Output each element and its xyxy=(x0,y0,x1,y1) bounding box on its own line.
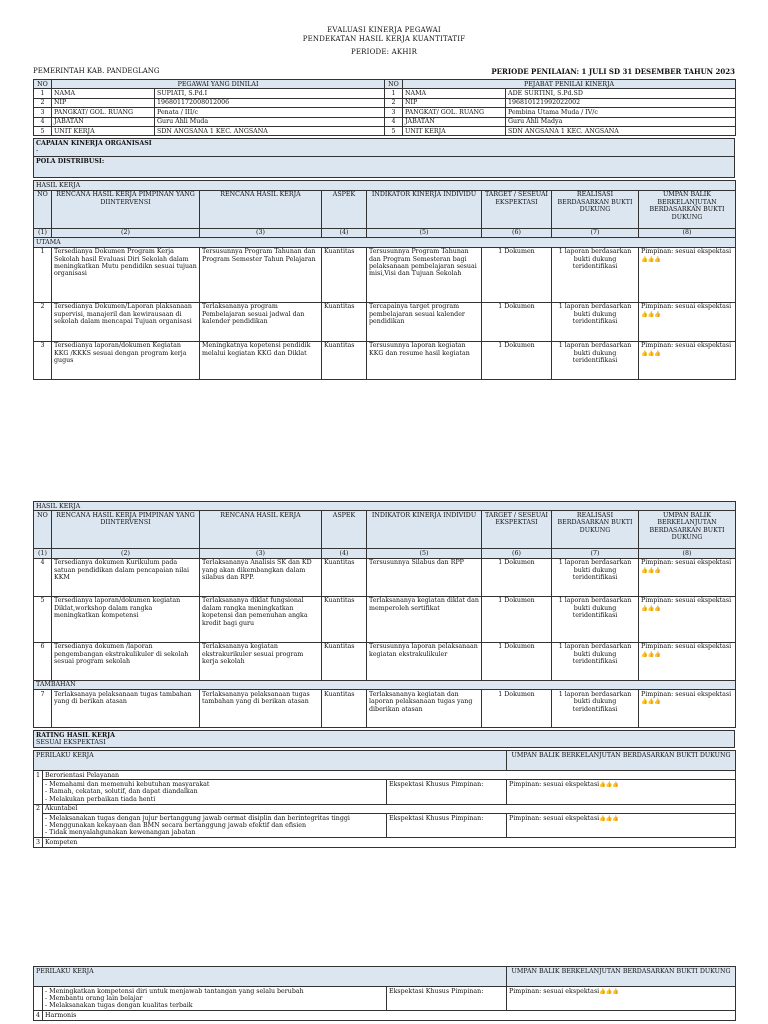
row-feedback xyxy=(639,341,736,379)
row-feedback xyxy=(639,558,736,596)
feedback-text: : sesuai ekspektasi xyxy=(671,690,732,698)
row-realisasi: 1 laporan berdasarkan bukti dukung teridentifikasi xyxy=(552,302,639,341)
col-aspek: ASPEK xyxy=(322,511,367,549)
row-realisasi: 1 laporan berdasarkan bukti dukung teridentifikasi xyxy=(552,642,639,680)
pegawai-value: 196801172008012006 xyxy=(155,98,385,107)
col-pimpinan: RENCANA HASIL KERJA PIMPINAN YANG DIINTERVENSI xyxy=(52,190,200,228)
row-feedback xyxy=(639,596,736,642)
id-no: 3 xyxy=(34,108,52,117)
feedback-prefix: Pimpinan xyxy=(641,248,672,256)
row-no: 2 xyxy=(34,302,52,341)
feedback-prefix: Pimpinan xyxy=(641,303,672,311)
perilaku-point: - Tidak menyalahgunakan kewenangan jabatan xyxy=(45,829,196,837)
col-number: (1) xyxy=(34,228,52,237)
perilaku-points xyxy=(43,780,387,804)
col-target: TARGET / SESEUAI EKSPEKTASI xyxy=(482,190,552,228)
perilaku-item-title: Akuntabel xyxy=(43,804,736,813)
row-pimpinan: Tersedianya Dokumen/Laporan plaksanaan supervisi, manajeril dan kewirausaan di sekolah dalam mencapai Tujuan organisasi xyxy=(52,302,200,341)
perilaku-feedback xyxy=(507,780,736,804)
tambahan-label: TAMBAHAN xyxy=(34,680,736,689)
page-2 xyxy=(0,501,768,848)
row-aspek: Kuantitas xyxy=(322,302,367,341)
row-indikator: Tersusunnya Program Tahunan dan Program Semesteran bagi pelaksanaan pembelajaran sesuai misi,Visi dan Tujuan Sekolah xyxy=(367,247,482,302)
pejabat-value: Pembina Utama Muda / IV/c xyxy=(506,108,736,117)
id-no-header-2: NO xyxy=(385,80,403,89)
id-label: NIP xyxy=(52,98,155,107)
id-no: 4 xyxy=(385,117,403,126)
feedback-prefix: Pimpinan xyxy=(509,780,540,788)
id-no: 1 xyxy=(34,89,52,98)
col-no: NO xyxy=(34,511,52,549)
row-rencana: Terlaksananya Analisis SK dan KD yang akan dikembangkan dalam silabus dan RPP. xyxy=(200,558,322,596)
rating-table xyxy=(33,730,735,748)
row-rencana: Terlaksananya kegiatan ekstrakurikuler sesuai program kerja sekolah xyxy=(200,642,322,680)
col-number: (3) xyxy=(200,228,322,237)
thumbs-up-icon: 👍👍👍 xyxy=(599,988,619,995)
id-no: 3 xyxy=(385,108,403,117)
hasil-kerja-title: HASIL KERJA xyxy=(34,181,736,190)
thumbs-up-icon: 👍👍👍 xyxy=(641,256,661,263)
row-aspek: Kuantitas xyxy=(322,247,367,302)
feedback-prefix: Pimpinan xyxy=(641,342,672,350)
feedback-prefix: Pimpinan xyxy=(641,690,672,698)
col-indikator: INDIKATOR KINERJA INDIVIDU xyxy=(367,190,482,228)
perilaku-item-title: Berorientasi Pelayanan xyxy=(43,771,736,780)
perilaku-no: 3 xyxy=(34,838,43,847)
table-row xyxy=(34,558,736,596)
perilaku-no: 4 xyxy=(34,1011,43,1020)
row-target: 1 Dokumen xyxy=(482,341,552,379)
feedback-text: : sesuai ekspektasi xyxy=(671,559,732,567)
feedback-text: : sesuai ekspektasi xyxy=(671,248,732,256)
row-no: 6 xyxy=(34,642,52,680)
perilaku-item-title: Kompeten xyxy=(43,838,736,847)
row-no: 7 xyxy=(34,690,52,728)
col-number: (1) xyxy=(34,549,52,558)
row-target: 1 Dokumen xyxy=(482,596,552,642)
period-label: PERIODE PENILAIAN: 1 JULI SD 31 DESEMBER TAHUN 2023 xyxy=(491,67,735,76)
capaian-table xyxy=(33,138,735,178)
ekspektasi-label: Ekspektasi Khusus Pimpinan: xyxy=(387,780,507,804)
pegawai-value: Penata / III/c xyxy=(155,108,385,117)
perilaku-no: 2 xyxy=(34,804,43,838)
page-3 xyxy=(0,966,768,1021)
feedback-text: : sesuai ekspektasi xyxy=(539,814,600,822)
identity-row xyxy=(34,89,736,98)
pegawai-value: Guru Ahli Muda xyxy=(155,117,385,126)
id-no: 2 xyxy=(385,98,403,107)
perilaku-item-title: Harmonis xyxy=(43,1011,736,1020)
row-aspek: Kuantitas xyxy=(322,596,367,642)
identity-row xyxy=(34,117,736,126)
rating-value: SESUAI EKSPEKTASI xyxy=(36,739,106,747)
perilaku-title: PERILAKU KERJA xyxy=(34,967,507,987)
perilaku-table-cont xyxy=(33,966,736,1021)
pejabat-value: 196810121992022002 xyxy=(506,98,736,107)
perilaku-title: PERILAKU KERJA xyxy=(34,751,507,771)
table-row xyxy=(34,596,736,642)
identity-row xyxy=(34,108,736,117)
thumbs-up-icon: 👍👍👍 xyxy=(641,699,661,706)
thumbs-up-icon: 👍👍👍 xyxy=(641,651,661,658)
id-label: JABATAN xyxy=(403,117,506,126)
table-row xyxy=(34,642,736,680)
period-type: PERIODE: AKHIR xyxy=(350,48,418,56)
hasil-kerja-title: HASIL KERJA xyxy=(34,502,736,511)
feedback-prefix: Pimpinan xyxy=(641,559,672,567)
perilaku-feedback xyxy=(507,814,736,838)
col-number: (6) xyxy=(482,228,552,237)
perilaku-point: - Meningkatkan kompetensi diri untuk menjawab tantangan yang selalu berubah xyxy=(45,987,304,995)
row-feedback xyxy=(639,302,736,341)
row-no: 4 xyxy=(34,558,52,596)
meta-line xyxy=(0,67,768,76)
perilaku-point: - Melaksanakan tugas dengan jujur bertanggung jawab cermat disiplin dan berintegritas tinggi xyxy=(45,814,350,822)
row-pimpinan: Tersedianya Dokumen Program Kerja Sekolah hasil Evaluasi Diri Sekolah dalam meningkatkan Mutu pendidikn sesuai tujuan organisasi xyxy=(52,247,200,302)
row-target: 1 Dokumen xyxy=(482,690,552,728)
row-indikator: Tersusunnya laporan kegiatan KKG dan resume hasil kegiatan xyxy=(367,341,482,379)
pejabat-value: SDN ANGSANA 1 KEC. ANGSANA xyxy=(506,127,736,136)
row-pimpinan: Tersedianya laporan/dokumen kegiatan Diklat,workshop dalam rangka meningkatkan kompetensi xyxy=(52,596,200,642)
col-rencana: RENCANA HASIL KERJA xyxy=(200,511,322,549)
col-number: (2) xyxy=(52,549,200,558)
row-indikator: Tersusunnya laporan pelaksanaan kegiatan ekstrakulikuler xyxy=(367,642,482,680)
row-aspek: Kuantitas xyxy=(322,642,367,680)
row-pimpinan: Tersedianya dokumen Kurikulum pada satuan pendidikan dalam pencapaian nilai KKM xyxy=(52,558,200,596)
id-no-header: NO xyxy=(34,80,52,89)
pejabat-header: PEJABAT PENILAI KINERJA xyxy=(403,80,736,89)
row-feedback xyxy=(639,642,736,680)
perilaku-table xyxy=(33,750,736,848)
row-indikator: Terlaksananya kegiatan diklat dan memperoleh sertifikat xyxy=(367,596,482,642)
thumbs-up-icon: 👍👍👍 xyxy=(641,567,661,574)
capaian-value: - xyxy=(36,147,39,155)
col-number: (6) xyxy=(482,549,552,558)
row-realisasi: 1 laporan berdasarkan bukti dukung teridentifikasi xyxy=(552,247,639,302)
hasil-kerja-table-1 xyxy=(33,180,736,379)
row-realisasi: 1 laporan berdasarkan bukti dukung teridentifikasi xyxy=(552,690,639,728)
id-label: JABATAN xyxy=(52,117,155,126)
row-indikator: Tercapainya target program pembelajaran sesuai kalender pendidikan xyxy=(367,302,482,341)
col-rencana: RENCANA HASIL KERJA xyxy=(200,190,322,228)
id-label: PANGKAT/ GOL. RUANG xyxy=(52,108,155,117)
doc-subtitle: PENDEKATAN HASIL KERJA KUANTITATIF xyxy=(302,35,466,43)
row-target: 1 Dokumen xyxy=(482,247,552,302)
perilaku-point: - Melakukan perbaikan tiada henti xyxy=(45,795,156,803)
feedback-text: : sesuai ekspektasi xyxy=(671,303,732,311)
doc-title: EVALUASI KINERJA PEGAWAI xyxy=(327,26,441,34)
id-label: NAMA xyxy=(403,89,506,98)
table-row xyxy=(34,690,736,728)
id-label: UNIT KERJA xyxy=(403,127,506,136)
feedback-prefix: Pimpinan xyxy=(641,643,672,651)
feedback-text: : sesuai ekspektasi xyxy=(671,597,732,605)
col-umpan-balik: UMPAN BALIK BERKELANJUTAN BERDASARKAN BUKTI DUKUNG xyxy=(639,511,736,549)
perilaku-feedback xyxy=(507,987,736,1011)
row-realisasi: 1 laporan berdasarkan bukti dukung teridentifikasi xyxy=(552,341,639,379)
col-number: (8) xyxy=(639,549,736,558)
perilaku-feedback-header: UMPAN BALIK BERKELANJUTAN BERDASARKAN BUKTI DUKUNG xyxy=(507,967,736,987)
row-aspek: Kuantitas xyxy=(322,341,367,379)
perilaku-feedback-header: UMPAN BALIK BERKELANJUTAN BERDASARKAN BUKTI DUKUNG xyxy=(507,751,736,771)
thumbs-up-icon: 👍👍👍 xyxy=(641,605,661,612)
id-label: UNIT KERJA xyxy=(52,127,155,136)
row-rencana: Meningkatnya kopetensi pendidik melalui kegiatan KKG dan Diklat xyxy=(200,341,322,379)
table-row xyxy=(34,341,736,379)
thumbs-up-icon: 👍👍👍 xyxy=(599,815,619,822)
identity-row xyxy=(34,98,736,107)
row-pimpinan: Tersedianya laporan/dokumen Kegiatan KKG /KKKS sesuai dengan program kerja gugus xyxy=(52,341,200,379)
pejabat-value: ADE SURTINI, S.Pd.SD xyxy=(506,89,736,98)
col-realisasi: REALISASI BERDASARKAN BUKTI DUKUNG xyxy=(552,511,639,549)
capaian-title: CAPAIAN KINERJA ORGANISASI xyxy=(36,139,152,147)
pegawai-header: PEGAWAI YANG DINILAI xyxy=(52,80,385,89)
perilaku-point: - Ramah, cekatan, solutif, dan dapat diandalkan xyxy=(45,788,198,796)
id-label: PANGKAT/ GOL. RUANG xyxy=(403,108,506,117)
identity-table xyxy=(33,79,736,136)
identity-row xyxy=(34,127,736,136)
row-aspek: Kuantitas xyxy=(322,690,367,728)
row-target: 1 Dokumen xyxy=(482,642,552,680)
col-indikator: INDIKATOR KINERJA INDIVIDU xyxy=(367,511,482,549)
col-number: (5) xyxy=(367,549,482,558)
rating-title: RATING HASIL KERJA xyxy=(36,731,116,739)
ekspektasi-label: Ekspektasi Khusus Pimpinan: xyxy=(387,814,507,838)
row-realisasi: 1 laporan berdasarkan bukti dukung teridentifikasi xyxy=(552,596,639,642)
id-no: 5 xyxy=(34,127,52,136)
col-target: TARGET / SESEUAI EKSPEKTASI xyxy=(482,511,552,549)
row-realisasi: 1 laporan berdasarkan bukti dukung teridentifikasi xyxy=(552,558,639,596)
feedback-prefix: Pimpinan xyxy=(641,597,672,605)
col-number: (5) xyxy=(367,228,482,237)
feedback-prefix: Pimpinan xyxy=(509,814,540,822)
row-no: 5 xyxy=(34,596,52,642)
col-number: (2) xyxy=(52,228,200,237)
col-number: (8) xyxy=(639,228,736,237)
row-target: 1 Dokumen xyxy=(482,302,552,341)
col-pimpinan: RENCANA HASIL KERJA PIMPINAN YANG DIINTERVENSI xyxy=(52,511,200,549)
row-feedback xyxy=(639,247,736,302)
pola-title: POLA DISTRIBUSI: xyxy=(34,157,735,178)
col-number: (3) xyxy=(200,549,322,558)
row-target: 1 Dokumen xyxy=(482,558,552,596)
row-indikator: Tersusunnya Silabus dan RPP xyxy=(367,558,482,596)
table-row xyxy=(34,247,736,302)
perilaku-points xyxy=(43,814,387,838)
thumbs-up-icon: 👍👍👍 xyxy=(641,311,661,318)
feedback-text: : sesuai ekspektasi xyxy=(671,643,732,651)
perilaku-no: 1 xyxy=(34,771,43,805)
id-no: 5 xyxy=(385,127,403,136)
id-no: 1 xyxy=(385,89,403,98)
perilaku-point: - Membantu orang lain belajar xyxy=(45,994,143,1002)
row-no: 1 xyxy=(34,247,52,302)
perilaku-point: - Memahami dan memenuhi kebutuhan masyarakat xyxy=(45,780,210,788)
col-number: (7) xyxy=(552,549,639,558)
col-number: (4) xyxy=(322,228,367,237)
hasil-kerja-table-2 xyxy=(33,501,736,728)
row-rencana: Terlaksananya pelaksanaan tugas tambahan yang di berikan atasan xyxy=(200,690,322,728)
row-rencana: Tersusunnya Program Tahunan dan Program Semester Tahun Pelajaran xyxy=(200,247,322,302)
pegawai-value: SUPIATI, S.Pd.I xyxy=(155,89,385,98)
col-number: (7) xyxy=(552,228,639,237)
col-realisasi: REALISASI BERDASARKAN BUKTI DUKUNG xyxy=(552,190,639,228)
feedback-prefix: Pimpinan xyxy=(509,987,540,995)
id-no: 2 xyxy=(34,98,52,107)
perilaku-point: - Melaksanakan tugas dengan kualitas terbaik xyxy=(45,1002,193,1010)
row-feedback xyxy=(639,690,736,728)
id-label: NIP xyxy=(403,98,506,107)
row-aspek: Kuantitas xyxy=(322,558,367,596)
thumbs-up-icon: 👍👍👍 xyxy=(599,781,619,788)
id-label: NAMA xyxy=(52,89,155,98)
perilaku-points xyxy=(43,987,387,1011)
feedback-text: : sesuai ekspektasi xyxy=(539,987,600,995)
utama-label: UTAMA xyxy=(34,238,736,247)
ekspektasi-label: Ekspektasi Khusus Pimpinan: xyxy=(387,987,507,1011)
col-number: (4) xyxy=(322,549,367,558)
row-pimpinan: Terlaksanaya pelaksanaan tugas tambahan yang di berikan atasan xyxy=(52,690,200,728)
col-no: NO xyxy=(34,190,52,228)
perilaku-point: - Menggunakan kekayaan dan BMN secara bertanggung jawab efektif dan efisien xyxy=(45,821,307,829)
gov-label: PEMERINTAH KAB. PANDEGLANG xyxy=(33,67,160,75)
row-rencana: Terlaksananya diklat fungsional dalam rangka meningkatkan kopetensi dan pemenuhan angka kredit bagi guru xyxy=(200,596,322,642)
col-aspek: ASPEK xyxy=(322,190,367,228)
id-no: 4 xyxy=(34,117,52,126)
col-umpan-balik: UMPAN BALIK BERKELANJUTAN BERDASARKAN BUKTI DUKUNG xyxy=(639,190,736,228)
table-row xyxy=(34,302,736,341)
pegawai-value: SDN ANGSANA 1 KEC. ANGSANA xyxy=(155,127,385,136)
pejabat-value: Guru Ahli Madya xyxy=(506,117,736,126)
feedback-text: : sesuai ekspektasi xyxy=(671,342,732,350)
row-pimpinan: Tersedianya dokumen /laporan pengembangan ekstrakulikuler di sekolah sesuai program sekolah xyxy=(52,642,200,680)
page-1 xyxy=(0,26,768,380)
row-no: 3 xyxy=(34,341,52,379)
row-rencana: Terlaksananya program Pembelajaran sesuai jadwal dan kalender pendidikan xyxy=(200,302,322,341)
row-indikator: Terlaksananya kegiatan dan laporan pelaksanaan tugas yang diberikan atasan xyxy=(367,690,482,728)
thumbs-up-icon: 👍👍👍 xyxy=(641,350,661,357)
feedback-text: : sesuai ekspektasi xyxy=(539,780,600,788)
